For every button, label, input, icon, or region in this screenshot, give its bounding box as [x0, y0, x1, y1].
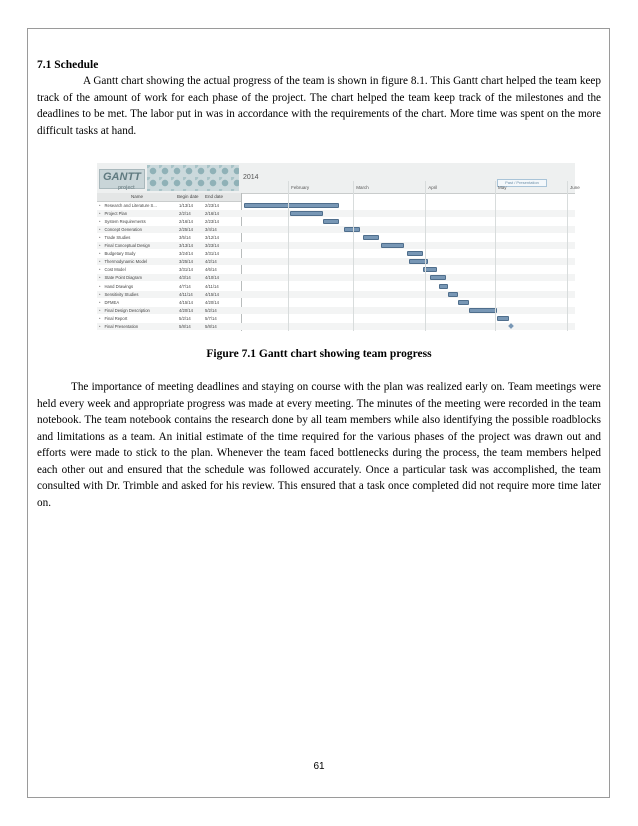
task-name — [99, 266, 177, 273]
task-bar — [290, 211, 323, 216]
month-gridline — [425, 181, 426, 331]
task-bar — [323, 219, 339, 224]
task-begin-date: 1/13/14 — [179, 203, 193, 208]
task-row — [97, 218, 575, 225]
task-end-date: 5/2/14 — [205, 307, 217, 313]
task-bar — [469, 308, 497, 313]
task-name-text: Final Design Description — [104, 307, 150, 313]
task-row — [97, 274, 575, 281]
task-row — [97, 242, 575, 249]
task-end-date: 4/20/14 — [205, 299, 219, 305]
task-name — [99, 315, 177, 322]
task-name-text: Cost Model — [104, 267, 126, 273]
task-end-date: 3/12/14 — [205, 235, 219, 241]
month-label: April — [428, 185, 438, 190]
task-name-text: Thermodynamic Model — [104, 259, 148, 265]
task-name-text: Project Plan — [104, 211, 128, 217]
task-name-text: Hand Drawings — [104, 283, 134, 289]
task-name — [99, 202, 177, 209]
task-begin-date: 2/16/14 — [179, 219, 193, 225]
task-row — [97, 315, 575, 322]
intro-paragraph: A Gantt chart showing the actual progress of the team is shown in figure 8.1. This Gantt chart helped the team keep track of the amount of work for each phase of the project. The chart helped the team keep track of the milestones and the deadlines to be met. The labor put in was in accordance with the requirements of the chart. More time was spent on the more difficult tasks at hand. — [37, 75, 601, 137]
task-row — [97, 210, 575, 217]
task-end-date: 4/2/14 — [205, 259, 217, 265]
task-row — [97, 266, 575, 273]
bullet-icon: • — [99, 227, 101, 233]
task-name-text: Trade Studies — [104, 235, 131, 241]
task-end-date: 3/4/14 — [205, 227, 217, 233]
task-bar — [381, 243, 404, 248]
task-begin-date: 3/25/14 — [179, 259, 193, 265]
task-begin-date: 3/24/14 — [179, 251, 193, 257]
task-name — [99, 283, 177, 290]
month-label: May — [497, 185, 507, 190]
task-bar — [439, 284, 448, 289]
task-name — [99, 299, 177, 306]
task-begin-date: 4/11/14 — [179, 291, 193, 297]
task-begin-date: 4/20/14 — [179, 307, 193, 313]
figure-caption: Figure 7.1 Gantt chart showing team progress — [206, 348, 432, 360]
column-end-header: End date — [205, 194, 224, 199]
task-begin-date: 2/25/14 — [179, 227, 193, 233]
bullet-icon: • — [99, 203, 101, 208]
gantt-chart-figure — [97, 163, 580, 331]
task-bar — [448, 292, 457, 297]
hexagon-pattern-banner — [147, 165, 239, 191]
task-bar — [497, 316, 509, 321]
task-row — [97, 250, 575, 257]
bullet-icon: • — [99, 283, 101, 289]
task-name-text: State Point Diagram — [104, 275, 142, 281]
bullet-icon: • — [99, 291, 101, 297]
month-gridline — [288, 181, 289, 331]
task-begin-date: 3/5/14 — [179, 235, 191, 241]
task-end-date: 2/23/14 — [205, 203, 219, 208]
column-begin-header: Begin date — [177, 194, 199, 199]
month-gridline — [495, 181, 496, 331]
task-name — [99, 274, 177, 281]
task-name — [99, 291, 177, 298]
task-name — [99, 258, 177, 265]
task-bar — [363, 235, 379, 240]
bullet-icon: • — [99, 307, 101, 313]
logo-text: GANTT — [103, 171, 141, 183]
task-begin-date: 4/3/14 — [179, 275, 191, 281]
month-label: February — [291, 185, 310, 190]
bullet-icon: • — [99, 323, 101, 329]
task-bar — [458, 300, 470, 305]
task-end-date: 4/6/14 — [205, 267, 217, 273]
section-title: 7.1 Schedule — [37, 59, 99, 71]
task-bar — [344, 227, 360, 232]
task-bar — [430, 275, 446, 280]
task-begin-date: 2/2/14 — [179, 211, 191, 217]
task-end-date: 2/23/14 — [205, 219, 219, 225]
task-name-text: DFMEA — [104, 299, 120, 305]
bullet-icon: • — [99, 315, 101, 321]
task-end-date: 2/16/14 — [205, 211, 219, 217]
milestone-marker — [508, 323, 514, 329]
bullet-icon: • — [99, 275, 101, 281]
task-end-date: 5/8/14 — [205, 323, 217, 329]
task-name — [99, 323, 177, 330]
task-name — [99, 250, 177, 257]
bullet-icon: • — [99, 219, 101, 225]
task-name — [99, 210, 177, 217]
task-table-header — [97, 193, 241, 202]
month-label: June — [570, 185, 580, 190]
task-name-text: Concept Generation — [104, 227, 142, 233]
task-row — [97, 291, 575, 298]
task-end-date: 4/11/14 — [205, 283, 219, 289]
task-name — [99, 226, 177, 233]
task-name — [99, 218, 177, 225]
task-end-date: 4/10/14 — [205, 275, 219, 281]
task-name-text: System Requirements — [104, 219, 146, 225]
task-begin-date: 5/2/14 — [179, 315, 191, 321]
task-name-text: Final Conceptual Design — [104, 243, 151, 249]
bullet-icon: • — [99, 259, 101, 265]
task-end-date: 3/23/14 — [205, 243, 219, 249]
bullet-icon: • — [99, 235, 101, 241]
task-name-text: Budgetary Study — [104, 251, 136, 257]
task-end-date: 3/31/14 — [205, 251, 219, 257]
bullet-icon: • — [99, 211, 101, 217]
bullet-icon: • — [99, 243, 101, 249]
task-begin-date: 4/15/14 — [179, 299, 193, 305]
month-label: March — [356, 185, 369, 190]
task-end-date: 4/15/14 — [205, 291, 219, 297]
task-name-text: Final Report — [104, 315, 128, 321]
task-name — [99, 307, 177, 314]
page-number: 61 — [313, 761, 325, 772]
task-end-date: 5/7/14 — [205, 315, 217, 321]
task-row — [97, 234, 575, 241]
column-name-header: Name — [131, 194, 144, 199]
bullet-icon: • — [99, 299, 101, 305]
task-row — [97, 258, 575, 265]
task-name — [99, 242, 177, 249]
task-begin-date: 3/13/14 — [179, 243, 193, 249]
body-paragraph: The importance of meeting deadlines and staying on course with the plan was realized early on. Team meetings were held every week and appropriate progress was made at every meeting. The minutes of the meeting were recorded in the team notebook. The team notebook contains the research done by all team members while also identifying the possible roadblocks and limitations as a team. An initial estimate of the time required for the various phases of the project was drawn out and efforts were made to stick to the plan. Whenever the team faced bottlenecks during the process, the team members helped each other out and ensured that the schedule was followed accurately. Once a particular task was accomplished, the team consulted with Dr. Trimble and asked for his review. This ensured that a task once completed did not require more time later on. — [37, 381, 601, 509]
bullet-icon: • — [99, 251, 101, 257]
task-name-text: Research and Literature S... — [104, 203, 157, 208]
task-name-text: Sensitivity Studies — [104, 291, 139, 297]
task-row — [97, 323, 575, 330]
task-row — [97, 299, 575, 306]
task-row — [97, 283, 575, 290]
task-name-text: Final Presentation — [104, 323, 139, 329]
task-bar — [244, 203, 339, 208]
task-row — [97, 226, 575, 233]
gantt-project-logo — [99, 169, 145, 189]
task-name — [99, 234, 177, 241]
logo-subtext: project — [118, 185, 135, 191]
task-bar — [407, 251, 423, 256]
today-label: Past / Presentation — [497, 179, 547, 187]
task-row — [97, 307, 575, 314]
bullet-icon: • — [99, 267, 101, 273]
task-begin-date: 4/7/14 — [179, 283, 191, 289]
month-gridline — [353, 181, 354, 331]
month-gridline — [567, 181, 568, 331]
task-row — [97, 202, 575, 209]
task-begin-date: 3/31/14 — [179, 267, 193, 273]
timeline-year: 2014 — [243, 174, 259, 181]
task-begin-date: 5/8/14 — [179, 323, 191, 329]
